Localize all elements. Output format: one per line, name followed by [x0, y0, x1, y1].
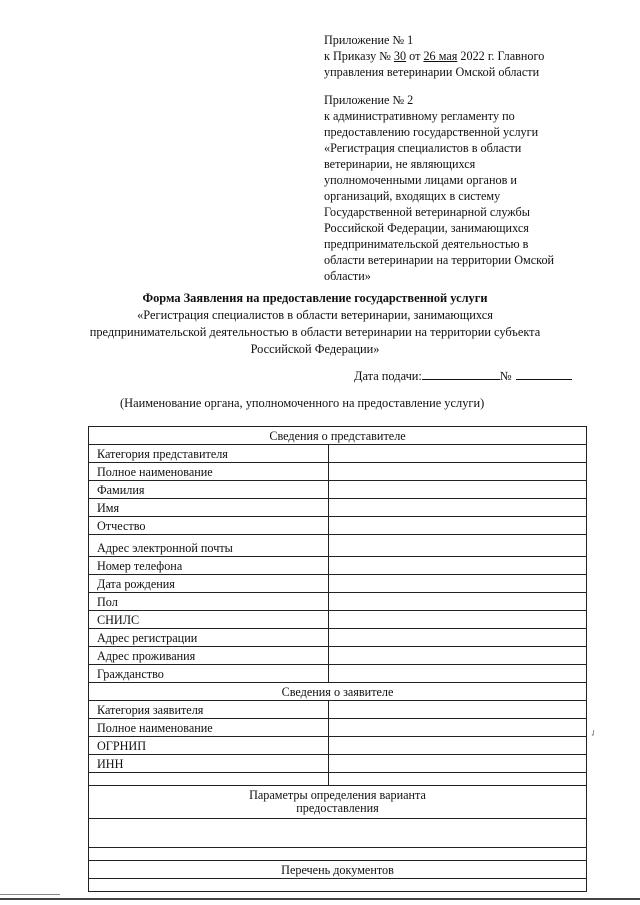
documents-value[interactable]: [89, 879, 587, 892]
field-label: ИНН: [89, 755, 329, 773]
field-value[interactable]: [329, 737, 587, 755]
params-header: [89, 786, 587, 819]
empty-cell[interactable]: [89, 848, 587, 861]
spacer-row: [89, 848, 587, 861]
order-date: 26 мая: [423, 49, 458, 63]
field-label: Полное наименование: [89, 463, 329, 481]
field-value[interactable]: [329, 445, 587, 463]
field-value[interactable]: [329, 575, 587, 593]
table-row: [89, 737, 587, 755]
appendix-2-line: «Регистрация специалистов в области: [324, 141, 522, 155]
params-value[interactable]: [89, 819, 587, 848]
table-row: [89, 517, 587, 535]
applicant-header: Сведения о заявителе: [89, 683, 587, 701]
table-row: [89, 593, 587, 611]
appendix-2-line: Российской Федерации, занимающихся: [324, 221, 529, 235]
section-header-row: [89, 786, 587, 819]
field-label: СНИЛС: [89, 611, 329, 629]
field-value[interactable]: [329, 535, 587, 557]
field-value[interactable]: [329, 517, 587, 535]
field-label: Адрес электронной почты: [89, 535, 329, 557]
field-value[interactable]: [329, 629, 587, 647]
field-label: Пол: [89, 593, 329, 611]
form-title-line: Российской Федерации»: [250, 342, 380, 356]
table-row: [89, 629, 587, 647]
field-value[interactable]: [329, 499, 587, 517]
form-heading: Форма Заявления на предоставление государственной услуги: [142, 291, 488, 305]
field-value[interactable]: [329, 481, 587, 499]
table-row: [89, 665, 587, 683]
field-label: Номер телефона: [89, 557, 329, 575]
application-form-table: [88, 426, 587, 892]
field-label: Категория заявителя: [89, 701, 329, 719]
field-label: Адрес проживания: [89, 647, 329, 665]
org-name-note: (Наименование органа, уполномоченного на предоставление услуги): [120, 396, 485, 410]
documents-header: Перечень документов: [89, 861, 587, 879]
table-row: [89, 575, 587, 593]
field-value[interactable]: [329, 557, 587, 575]
order-prefix: к Приказу №: [324, 49, 394, 63]
field-label: Отчество: [89, 517, 329, 535]
appendix-1-line2: управления ветеринарии Омской области: [324, 65, 540, 79]
field-value[interactable]: [329, 665, 587, 683]
documents-value-row: [89, 879, 587, 892]
params-header-line: Параметры определения варианта: [249, 788, 426, 802]
appendix-2-line: к административному регламенту по: [324, 109, 515, 123]
field-label: Дата рождения: [89, 575, 329, 593]
scan-edge-line: [0, 894, 60, 895]
field-value[interactable]: [329, 719, 587, 737]
table-row: [89, 463, 587, 481]
appendix-2-line: ветеринарии, не являющихся: [324, 157, 476, 171]
field-label: ОГРНИП: [89, 737, 329, 755]
number-label: №: [499, 369, 512, 383]
field-label: Имя: [89, 499, 329, 517]
table-row: [89, 701, 587, 719]
appendix-2-title: Приложение № 2: [324, 93, 414, 107]
table-row: [89, 755, 587, 773]
field-label: Адрес регистрации: [89, 629, 329, 647]
scan-edge-line: [0, 898, 640, 900]
section-header-row: [89, 861, 587, 879]
date-label: Дата подачи:: [354, 369, 422, 383]
field-value[interactable]: [329, 593, 587, 611]
appendix-1-block: [324, 32, 584, 80]
table-row: [89, 481, 587, 499]
field-label: Фамилия: [89, 481, 329, 499]
empty-cell[interactable]: [329, 773, 587, 786]
table-row: [89, 611, 587, 629]
table-row: [89, 499, 587, 517]
table-row: [89, 535, 587, 557]
number-field[interactable]: [516, 368, 572, 380]
appendix-2-line: области»: [324, 269, 371, 283]
order-suffix: 2022 г. Главного: [457, 49, 545, 63]
field-label: Полное наименование: [89, 719, 329, 737]
form-title-block: [60, 290, 570, 358]
field-value[interactable]: [329, 463, 587, 481]
appendix-2-line: предпринимательской деятельностью в: [324, 237, 529, 251]
params-header-line: предоставления: [296, 801, 379, 815]
field-value[interactable]: [329, 647, 587, 665]
table-row: [89, 647, 587, 665]
submission-line: [354, 368, 572, 384]
field-label: Категория представителя: [89, 445, 329, 463]
appendix-2-line: области ветеринарии на территории Омской: [324, 253, 555, 267]
appendix-2-block: [324, 92, 584, 284]
appendix-1-title: Приложение № 1: [324, 33, 414, 47]
scan-mark: ✓: [587, 726, 600, 740]
appendix-1-order-line: [324, 48, 584, 64]
order-number: 30: [393, 49, 407, 63]
date-field[interactable]: [422, 368, 500, 380]
order-mid: от: [406, 49, 424, 63]
section-header-row: [89, 427, 587, 445]
field-value[interactable]: [329, 755, 587, 773]
table-row: [89, 557, 587, 575]
spacer-row: [89, 773, 587, 786]
field-value[interactable]: [329, 611, 587, 629]
field-value[interactable]: [329, 701, 587, 719]
representative-header: Сведения о представителе: [89, 427, 587, 445]
appendix-2-line: предоставлению государственной услуги: [324, 125, 539, 139]
table-row: [89, 719, 587, 737]
appendix-2-line: организаций, входящих в систему: [324, 189, 501, 203]
appendix-2-line: уполномоченными лицами органов и: [324, 173, 517, 187]
form-title-line: предпринимательской деятельностью в области ветеринарии на территории субъекта: [89, 325, 541, 339]
table-row: [89, 445, 587, 463]
section-header-row: [89, 683, 587, 701]
field-label: Гражданство: [89, 665, 329, 683]
appendix-2-line: Государственной ветеринарной службы: [324, 205, 530, 219]
empty-cell[interactable]: [89, 773, 329, 786]
form-title-line: «Регистрация специалистов в области ветеринарии, занимающихся: [137, 308, 493, 322]
params-value-row: [89, 819, 587, 848]
